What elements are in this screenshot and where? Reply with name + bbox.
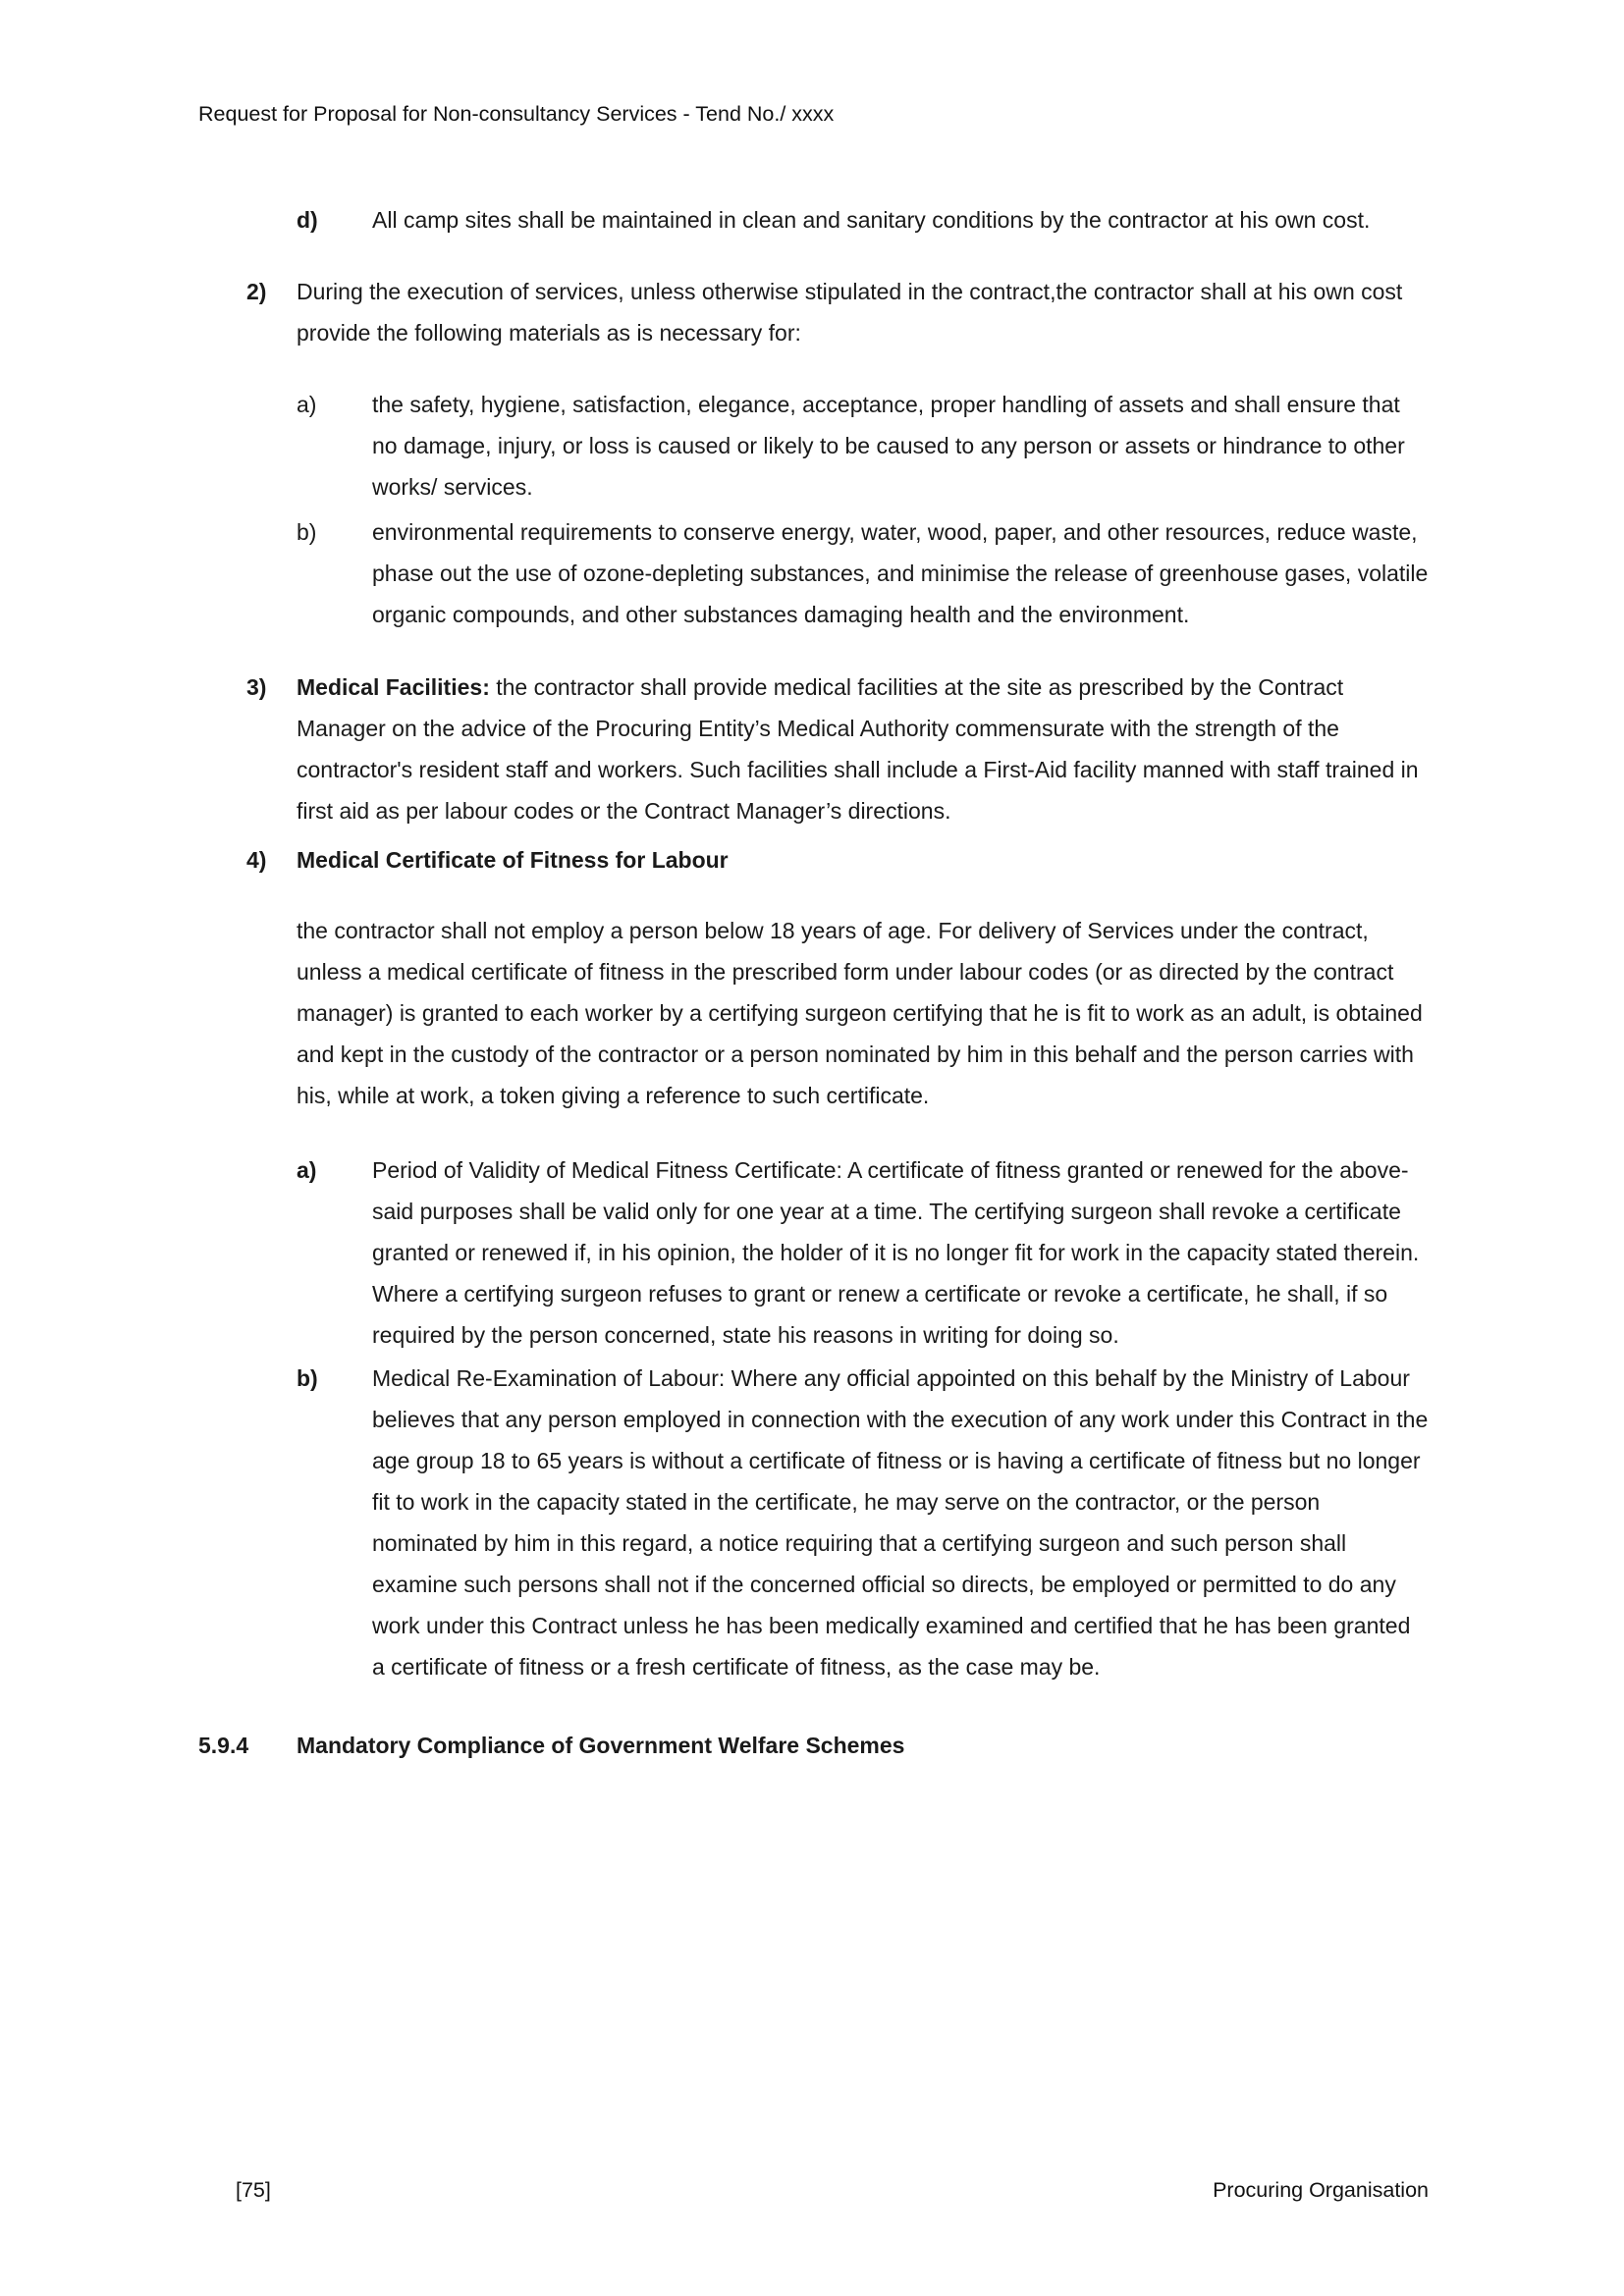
document-body <box>198 199 1429 1766</box>
list-heading-4: Medical Certificate of Fitness for Labour <box>297 847 729 873</box>
list-marker-4b: b) <box>297 1365 318 1391</box>
list-marker-d: d) <box>297 207 318 233</box>
list-text-d: All camp sites shall be maintained in clean and sanitary conditions by the contractor at his own cost. <box>372 207 1371 233</box>
list-item-3 <box>246 667 1429 831</box>
list-marker-2b: b) <box>297 519 317 545</box>
section-title: Mandatory Compliance of Government Welfare Schemes <box>297 1733 905 1758</box>
footer-organisation: Procuring Organisation <box>1213 2178 1429 2202</box>
list-item-2b <box>297 511 1429 635</box>
list-marker-2: 2) <box>246 279 267 304</box>
run-medical-facilities-body: the contractor shall provide medical facilities at the site as prescribed by the Contract Manager on the advice of the Procuring Entity’s Medical Authority commensurate with the strength of the contractor's resident staff and workers. Such facilities shall include a First-Aid facility manned with staff trained in first aid as per labour codes or the Contract Manager’s directions. <box>297 674 1419 824</box>
page-footer <box>236 2169 1429 2211</box>
list-text-2: During the execution of services, unless otherwise stipulated in the contract,the contractor shall at his own cost provide the following materials as is necessary for: <box>297 279 1403 346</box>
paragraph-4-body: the contractor shall not employ a person below 18 years of age. For delivery of Services under the contract, unless a medical certificate of fitness in the prescribed form under labour codes (or as directed by the contract manager) is granted to each worker by a certifying surgeon certifying that he is fit to work as an adult, is obtained and kept in the custody of the contractor or a person nominated by him in this behalf and the person carries with his, while at work, a token giving a reference to such certificate. <box>297 918 1423 1108</box>
list-marker-3: 3) <box>246 674 267 700</box>
run-medical-facilities-lead: Medical Facilities: <box>297 674 490 700</box>
list-text-3 <box>297 667 1429 831</box>
list-item-4b <box>297 1358 1429 1687</box>
list-item-2 <box>246 271 1429 353</box>
list-marker-4a: a) <box>297 1157 317 1183</box>
section-heading-5-9-4 <box>198 1725 1429 1766</box>
section-number: 5.9.4 <box>198 1733 249 1758</box>
list-marker-2a: a) <box>297 392 317 417</box>
list-item-4 <box>246 839 1429 881</box>
list-item-2a <box>297 384 1429 507</box>
page-header <box>198 93 1429 134</box>
list-item-d <box>297 199 1429 240</box>
list-text-4b: Medical Re-Examination of Labour: Where any official appointed on this behalf by the Ministry of Labour believes that any person employed in connection with the execution of any work under this Contract in the age group 18 to 65 years is without a certificate of fitness or is having a certificate of fitness but no longer fit to work in the capacity stated in the certificate, he may serve on the contractor, or the person nominated by him in this regard, a notice requiring that a certifying surgeon and such person shall examine such persons shall not if the concerned official so directs, be employed or permitted to do any work under this Contract unless he has been medically examined and certified that he has been granted a certificate of fitness or a fresh certificate of fitness, as the case may be. <box>372 1365 1429 1680</box>
list-marker-4: 4) <box>246 847 267 873</box>
list-item-4a <box>297 1149 1429 1356</box>
list-text-2a: the safety, hygiene, satisfaction, elegance, acceptance, proper handling of assets and shall ensure that no damage, injury, or loss is caused or likely to be caused to any person or assets or hindrance to other works/ services. <box>372 392 1405 500</box>
list-text-2b: environmental requirements to conserve energy, water, wood, paper, and other resources, reduce waste, phase out the use of ozone-depleting substances, and minimise the release of greenhouse gases, volatile organic compounds, and other substances damaging health and the environment. <box>372 519 1429 627</box>
footer-page-number: [75] <box>236 2178 271 2202</box>
list-text-4a: Period of Validity of Medical Fitness Certificate: A certificate of fitness granted or renewed for the above-said purposes shall be valid only for one year at a time. The certifying surgeon shall revoke a certificate granted or renewed if, in his opinion, the holder of it is no longer fit for work in the capacity stated therein. Where a certifying surgeon refuses to grant or renew a certificate or revoke a certificate, he shall, if so required by the person concerned, state his reasons in writing for doing so. <box>372 1157 1420 1348</box>
header-title: Request for Proposal for Non-consultancy Services - Tend No./ xxxx <box>198 102 835 126</box>
